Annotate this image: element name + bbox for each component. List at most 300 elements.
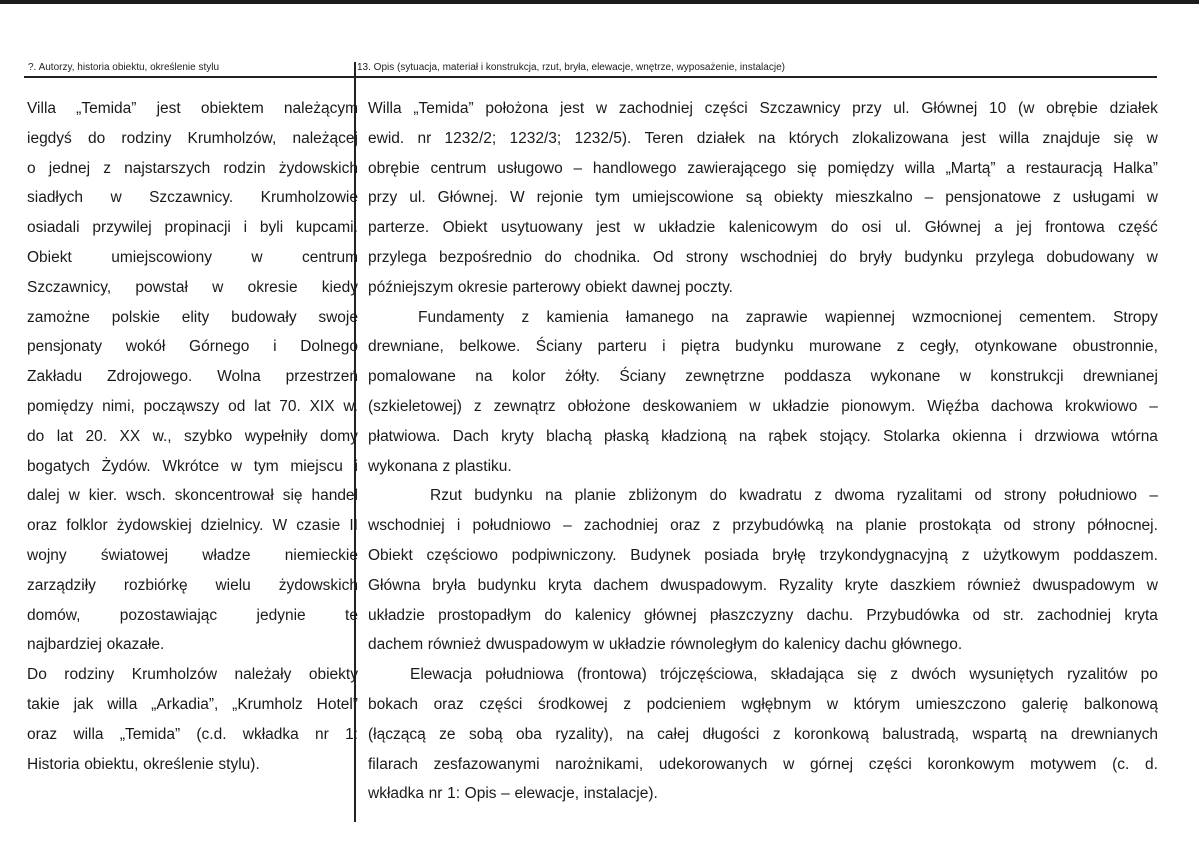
word: łamanego: [625, 308, 694, 326]
word: miejscu: [290, 457, 343, 475]
word: Przybudówka: [866, 606, 960, 624]
word: należącej: [292, 129, 358, 147]
word: kalenicowym: [728, 219, 818, 237]
word: folklor: [66, 517, 108, 535]
word: jest: [961, 129, 986, 147]
word: układzie: [608, 636, 666, 654]
word: „Temida”: [119, 725, 181, 743]
word: obustronnie,: [1072, 338, 1158, 356]
word: a: [994, 219, 1003, 237]
word: posiada: [704, 546, 759, 564]
word: –: [573, 159, 583, 177]
word: drzwiowa: [1034, 427, 1100, 445]
word: ul.: [894, 219, 912, 237]
word: osi: [861, 219, 882, 237]
description-line: [368, 422, 1158, 452]
word: „Temida”: [413, 100, 474, 117]
word: na: [738, 427, 757, 445]
word: (c.d.: [196, 725, 227, 743]
word: kalenicy: [574, 606, 631, 624]
word: d.: [1145, 755, 1158, 773]
word: piętra: [680, 338, 720, 356]
word: określenie: [143, 755, 214, 773]
word: galerię: [1021, 695, 1069, 713]
word: kładzioną: [661, 427, 727, 445]
word: wielu: [215, 576, 251, 594]
word: a: [1006, 159, 1015, 177]
word: z: [473, 397, 482, 415]
word: budynku: [474, 487, 533, 505]
word: lat: [254, 397, 271, 415]
word: do: [544, 606, 562, 624]
word: restauracją: [1025, 159, 1103, 177]
word: w: [230, 457, 243, 475]
word: do: [87, 129, 106, 147]
word: poddaszem.: [1073, 546, 1158, 564]
word: na: [711, 308, 729, 326]
word: chodnika.: [574, 248, 641, 266]
word: użytkowym: [983, 546, 1060, 564]
word: okienna: [952, 427, 1007, 445]
history-line: [27, 511, 358, 541]
word: parteru: [597, 338, 647, 356]
description-line: [368, 511, 1158, 541]
word: przy: [852, 100, 882, 117]
word: do: [544, 248, 562, 266]
word: południowa: [485, 666, 564, 684]
word: usługami: [1072, 189, 1135, 207]
word: długości: [702, 725, 760, 743]
word: okresie: [457, 278, 508, 296]
word: zachodniej: [1037, 606, 1112, 624]
word: z: [442, 457, 451, 475]
word: dzielnicy.: [200, 517, 264, 535]
word: sobą: [468, 725, 503, 743]
word: bryłę: [772, 546, 806, 564]
word: ze: [439, 725, 456, 743]
word: nr: [428, 785, 443, 803]
word: żydowskich: [278, 576, 358, 594]
word: rodziny: [64, 666, 115, 684]
word: począwszy: [143, 397, 220, 415]
word: konstrukcji: [990, 368, 1064, 386]
word: poddasza: [783, 368, 852, 386]
word: niemieckie: [284, 546, 358, 564]
word: tym: [595, 189, 621, 207]
word: wspartą: [972, 725, 1027, 743]
word: bryła: [432, 576, 466, 594]
word: oraz: [670, 517, 701, 535]
word: elewacje,: [514, 785, 580, 803]
word: pomiędzy: [827, 159, 894, 177]
word: kamienia: [546, 308, 609, 326]
word: Głównej: [921, 100, 978, 117]
word: „Martą”: [945, 159, 996, 177]
word: obiektem: [200, 100, 264, 117]
word: wypełniły: [244, 427, 308, 445]
word: częściowo: [426, 546, 499, 564]
word: siadłych: [27, 189, 83, 207]
word: w: [633, 219, 645, 237]
word: kryty: [501, 427, 534, 445]
word: Zdrojowego.: [106, 368, 193, 386]
word: kryte: [844, 576, 879, 594]
word: bezpośrednio: [438, 248, 533, 266]
word: bokach: [368, 695, 418, 713]
word: parterowy: [512, 278, 581, 296]
word: (szkieletowej): [368, 397, 462, 415]
word: wgłębnym: [741, 695, 812, 713]
word: do: [830, 219, 849, 237]
word: jednej: [48, 159, 91, 177]
word: Górnego: [189, 338, 250, 356]
history-line: [27, 660, 358, 690]
word: „Temida”: [76, 100, 137, 117]
word: światowej: [100, 546, 169, 564]
description-line: [368, 183, 1158, 213]
word: instalacje).: [583, 785, 658, 803]
word: centrum: [430, 159, 487, 177]
word: zaprawie: [745, 308, 808, 326]
word: skoncentrował: [174, 487, 274, 505]
word: „Krumholz: [232, 695, 303, 713]
word: zachodniej: [618, 100, 693, 117]
word: (frontowa): [577, 666, 647, 684]
word: balustradą,: [882, 725, 960, 743]
word: należącym: [283, 100, 358, 117]
word: Ściany: [619, 368, 666, 386]
history-line: [27, 243, 358, 273]
word: budynku: [477, 576, 537, 594]
word: od: [974, 487, 992, 505]
word: przylega: [368, 248, 427, 266]
word: Willa: [368, 100, 402, 117]
word: części: [704, 100, 748, 117]
word: w.: [343, 397, 358, 415]
word: kiedy: [321, 278, 358, 296]
word: 1:: [447, 785, 461, 803]
word: najbardziej: [27, 636, 102, 654]
word: na: [626, 725, 644, 743]
word: dwuspadowym.: [660, 576, 768, 594]
word: Opis: [464, 785, 497, 803]
word: Ściany: [535, 338, 583, 356]
word: są: [745, 189, 763, 207]
word: okazałe.: [106, 636, 165, 654]
word: ryzality),: [555, 725, 614, 743]
word: Wolna: [217, 368, 261, 386]
word: w: [593, 636, 605, 654]
word: elity: [181, 308, 210, 326]
description-line: [368, 154, 1158, 184]
word: dachu.: [806, 606, 854, 624]
word: 1232/3;: [509, 129, 562, 147]
history-line: [27, 690, 358, 720]
word: z: [961, 546, 970, 564]
word: kwadratu: [739, 487, 803, 505]
word: przybudówką: [732, 517, 824, 535]
history-line: [27, 571, 358, 601]
word: pozostawiając: [119, 606, 218, 624]
word: kalenicy: [783, 636, 840, 654]
word: i: [1018, 427, 1023, 445]
description-line: [368, 332, 1158, 362]
word: dobudowany: [1046, 248, 1135, 266]
description-line: [368, 452, 1158, 482]
word: oraz: [27, 725, 58, 743]
word: lat: [56, 427, 74, 445]
word: zachodniej: [583, 517, 658, 535]
history-line: [27, 183, 358, 213]
word: płaską: [604, 427, 649, 445]
word: w: [68, 487, 80, 505]
word: wschodniej: [368, 517, 445, 535]
description-line: [368, 362, 1158, 392]
word: Żydów.: [101, 457, 151, 475]
description-line: [368, 720, 1158, 750]
word: balkonową: [1083, 695, 1158, 713]
word: mieszkalno: [835, 189, 913, 207]
header-divider: [24, 76, 1157, 78]
word: części: [479, 695, 523, 713]
word: wsch.: [126, 487, 166, 505]
word: dachem: [368, 636, 424, 654]
word: płaszczyzny: [709, 606, 794, 624]
word: w: [1146, 576, 1158, 594]
word: Zakładu: [27, 368, 83, 386]
word: wschodniej: [740, 248, 818, 266]
word: krokwiowo: [1064, 397, 1138, 415]
history-line: [27, 154, 358, 184]
word: belkowe.: [459, 338, 521, 356]
description-line: [368, 690, 1158, 720]
word: rąbek: [768, 427, 808, 445]
description-line: [368, 660, 1158, 690]
description-line: [368, 571, 1158, 601]
word: oraz: [27, 517, 58, 535]
description-column: [368, 94, 1158, 803]
word: przy: [368, 189, 398, 207]
history-line: [27, 601, 358, 631]
word: Elewacja: [410, 666, 473, 684]
word: należały: [234, 666, 292, 684]
word: zamożne: [27, 308, 90, 326]
word: władze: [202, 546, 251, 564]
word: z: [814, 487, 823, 505]
word: Do: [27, 666, 47, 684]
word: w: [826, 695, 839, 713]
word: str.: [1003, 606, 1024, 624]
word: do: [709, 487, 727, 505]
word: iegdyś: [27, 129, 72, 147]
word: strony: [1032, 517, 1076, 535]
word: na: [1040, 725, 1058, 743]
word: wokół: [125, 338, 166, 356]
description-line: [368, 273, 1158, 303]
word: Villa: [27, 100, 57, 117]
word: do: [829, 248, 847, 266]
word: Szczawnicy,: [27, 278, 112, 296]
word: trzykondygnacyjną: [819, 546, 948, 564]
word: z: [521, 308, 530, 326]
word: 1232/5).: [574, 129, 632, 147]
history-line: [27, 481, 358, 511]
word: do: [27, 427, 45, 445]
word: południowo: [472, 517, 551, 535]
word: zlokalizowana: [851, 129, 949, 147]
word: z: [1052, 189, 1061, 207]
word: wojny: [27, 546, 67, 564]
word: trójczęściowa,: [660, 666, 758, 684]
word: głównego.: [891, 636, 963, 654]
word: również: [427, 636, 482, 654]
word: filarach: [368, 755, 418, 773]
word: strony: [1004, 487, 1047, 505]
word: dachu: [844, 636, 887, 654]
word: usługowo: [497, 159, 563, 177]
word: handlowego: [592, 159, 677, 177]
word: planie: [574, 487, 617, 505]
word: północnej.: [1087, 517, 1158, 535]
word: kryta: [1124, 606, 1158, 624]
word: obiektu,: [84, 755, 139, 773]
word: przestrzeń: [285, 368, 358, 386]
word: nimi,: [102, 397, 135, 415]
word: –: [924, 189, 934, 207]
word: cementem.: [1019, 308, 1096, 326]
word: kier.: [88, 487, 118, 505]
word: szybko: [184, 427, 233, 445]
word: którym: [853, 695, 901, 713]
word: równoległym: [670, 636, 758, 654]
word: układzie: [368, 606, 425, 624]
history-line: [27, 541, 358, 571]
left-column-header: ?. Autorzy, historia obiektu, określenie stylu: [28, 62, 220, 73]
word: się: [1113, 129, 1134, 147]
history-line: [27, 720, 358, 750]
word: Szczawnicy: [759, 100, 841, 117]
word: w: [959, 368, 971, 386]
word: jest: [596, 219, 621, 237]
word: i: [354, 457, 358, 475]
word: zarządziły: [27, 576, 96, 594]
word: kupcami.: [295, 219, 358, 237]
word: w: [1146, 189, 1158, 207]
word: domy: [320, 427, 358, 445]
word: nr: [315, 725, 329, 743]
word: centrum: [301, 248, 358, 266]
word: tym: [253, 457, 279, 475]
word: żydowskich: [278, 159, 358, 177]
word: część: [1118, 219, 1158, 237]
word: umiejscowiony: [111, 248, 212, 266]
word: jak: [73, 695, 94, 713]
word: Stolarka: [883, 427, 940, 445]
word: obrębie: [368, 159, 420, 177]
word: podpiwniczony.: [511, 546, 617, 564]
word: dalej: [27, 487, 60, 505]
word: wysuniętych: [969, 666, 1054, 684]
word: koronkowym: [927, 755, 1015, 773]
word: się: [857, 666, 877, 684]
word: w: [749, 397, 761, 415]
word: i: [243, 219, 248, 237]
word: części: [868, 755, 912, 773]
word: willa: [999, 129, 1030, 147]
description-line: [368, 303, 1158, 333]
word: –: [1149, 487, 1158, 505]
word: ul.: [893, 100, 910, 117]
word: położona: [485, 100, 549, 117]
word: Stropy: [1113, 308, 1158, 326]
word: jest: [156, 100, 181, 117]
word: –: [501, 785, 510, 803]
word: strony: [685, 248, 729, 266]
word: dwóch: [911, 666, 957, 684]
word: (łączącą: [368, 725, 426, 743]
word: po: [1140, 666, 1158, 684]
word: cegły,: [919, 338, 960, 356]
word: wykonane: [870, 368, 941, 386]
word: w: [1146, 248, 1158, 266]
word: na: [835, 517, 854, 535]
word: usytuowany: [500, 219, 583, 237]
word: osiadali: [27, 219, 80, 237]
word: wykonana: [368, 457, 438, 475]
word: Obiekt: [442, 219, 488, 237]
word: płatwiowa.: [368, 427, 441, 445]
word: wapiennej: [825, 308, 895, 326]
word: ul.: [409, 189, 426, 207]
word: wkładka: [368, 785, 424, 803]
word: pomiędzy: [27, 397, 94, 415]
history-line: [27, 392, 358, 422]
word: prostokąta: [918, 517, 992, 535]
word: obrębie: [1046, 100, 1098, 117]
description-line: [368, 124, 1158, 154]
word: –: [563, 517, 572, 535]
word: Krumholzów: [131, 666, 218, 684]
right-column-header: 13. Opis (sytuacja, materiał i konstrukcja, rzut, bryła, elewacje, wnętrze, wyposażenie, instalacje): [357, 62, 785, 73]
word: Hotel”: [316, 695, 358, 713]
word: Dach: [452, 427, 489, 445]
word: ryzalitami: [896, 487, 963, 505]
description-line: [368, 213, 1158, 243]
word: żółty.: [564, 368, 600, 386]
word: 20.: [85, 427, 108, 445]
history-line: [27, 452, 358, 482]
word: Fundamenty: [418, 308, 505, 326]
word: układzie: [772, 397, 830, 415]
description-line: [368, 392, 1158, 422]
word: pensjonatowe: [945, 189, 1041, 207]
history-line: [27, 332, 358, 362]
word: narożnikami,: [555, 755, 644, 773]
word: obiekty: [308, 666, 358, 684]
description-line: [368, 94, 1158, 124]
word: podcieniem: [646, 695, 726, 713]
word: z: [103, 159, 111, 177]
word: bryły: [859, 248, 892, 266]
word: oba: [516, 725, 542, 743]
history-column: [27, 94, 358, 794]
word: do: [762, 636, 780, 654]
word: wtórna: [1111, 427, 1158, 445]
word: takie: [27, 695, 60, 713]
word: z: [772, 725, 781, 743]
word: dwuspadowym: [1032, 576, 1135, 594]
word: daszkiem: [890, 576, 956, 594]
